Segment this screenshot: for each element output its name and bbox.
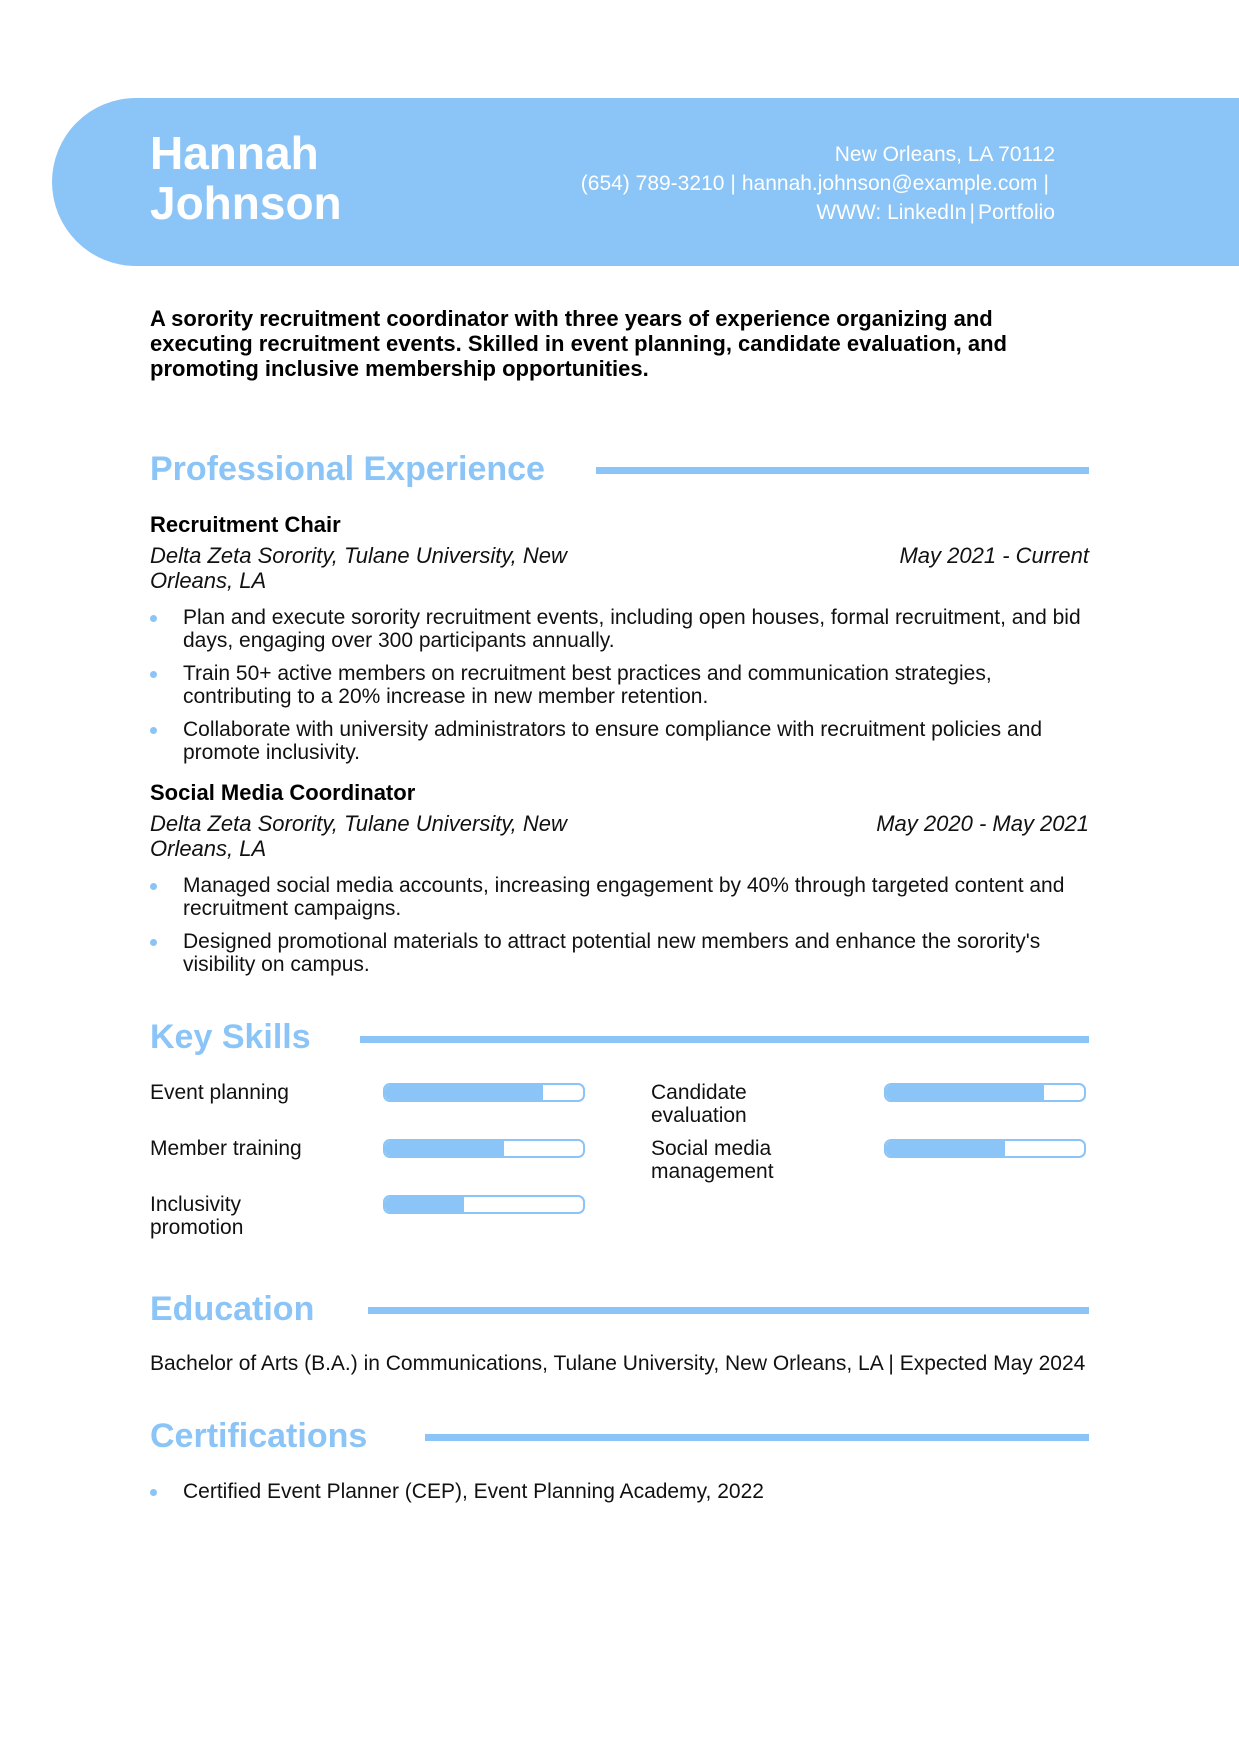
skill-level-fill (886, 1085, 1044, 1100)
first-name: Hannah (150, 127, 319, 179)
skill-level-bar (884, 1139, 1086, 1158)
education-heading (150, 1287, 314, 1331)
skill-level-fill (385, 1085, 543, 1100)
list-item: Managed social media accounts, increasing engagement by 40% through targeted content and recruitment campaigns. (150, 874, 1090, 920)
job-dates: May 2021 - Current (899, 543, 1089, 568)
skill-label: Member training (150, 1137, 302, 1160)
separator: | (730, 172, 736, 195)
job-bullets (150, 606, 1090, 764)
job-dates: May 2020 - May 2021 (876, 811, 1089, 836)
skill-level-fill (385, 1197, 464, 1212)
list-item: Train 50+ active members on recruitment best practices and communication strategies, contributing to a 20% increase in new member retention. (150, 662, 1090, 708)
separator: | (1043, 172, 1049, 195)
bullet-icon (150, 1489, 157, 1496)
section-rule (360, 1036, 1089, 1043)
job-organization: Delta Zeta Sorority, Tulane University, New Orleans, LA (150, 811, 567, 861)
summary: A sorority recruitment coordinator with three years of experience organizing and executing recruitment events. Skilled in event planning, candidate evaluation, and promoting inclusive membership opportunities. (150, 306, 1007, 381)
bullet-icon (150, 727, 157, 734)
skill-label: Inclusivity promotion (150, 1193, 244, 1239)
last-name: Johnson (150, 177, 342, 229)
skill-label: Event planning (150, 1081, 289, 1104)
list-item: Collaborate with university administrators to ensure compliance with recruitment policies and promote inclusivity. (150, 718, 1090, 764)
section-title: Key Skills (150, 1017, 311, 1056)
web-links-line (495, 198, 1055, 227)
education-entry: Bachelor of Arts (B.A.) in Communications, Tulane University, New Orleans, LA | Expected May 2024 (150, 1352, 1086, 1375)
skill-label: Candidate evaluation (651, 1081, 747, 1127)
address: New Orleans, LA 70112 (834, 143, 1055, 166)
bullet-icon (150, 671, 157, 678)
section-rule (368, 1307, 1089, 1314)
contact-info (495, 140, 1055, 227)
job-title: Recruitment Chair (150, 512, 341, 537)
skill-level-bar (383, 1083, 585, 1102)
section-title: Education (150, 1289, 315, 1328)
section-title: Certifications (150, 1416, 368, 1455)
email-link[interactable]: hannah.johnson@example.com (741, 172, 1038, 195)
list-item: Designed promotional materials to attract potential new members and enhance the sorority's visibility on campus. (150, 930, 1090, 976)
section-rule (596, 467, 1089, 474)
experience-heading (150, 447, 545, 491)
skill-level-bar (884, 1083, 1086, 1102)
bullet-icon (150, 883, 157, 890)
list-item: Certified Event Planner (CEP), Event Planning Academy, 2022 (150, 1480, 1090, 1503)
skill-level-bar (383, 1195, 585, 1214)
certifications-heading (150, 1414, 367, 1458)
linkedin-link[interactable]: LinkedIn (887, 201, 967, 224)
separator: | (969, 201, 975, 224)
bullet-icon (150, 615, 157, 622)
bullet-icon (150, 939, 157, 946)
skill-level-fill (886, 1141, 1005, 1156)
skill-level-fill (385, 1141, 504, 1156)
skills-heading (150, 1015, 311, 1059)
job-bullets (150, 874, 1090, 976)
job-organization: Delta Zeta Sorority, Tulane University, New Orleans, LA (150, 543, 567, 593)
list-item: Plan and execute sorority recruitment events, including open houses, formal recruitment, and bid days, engaging over 300 participants annually. (150, 606, 1090, 652)
portfolio-link[interactable]: Portfolio (977, 201, 1055, 224)
certification-list (150, 1480, 1090, 1503)
skill-label: Social media management (651, 1137, 774, 1183)
phone-email-line (495, 169, 1055, 198)
phone: (654) 789-3210 (580, 172, 725, 195)
job-title: Social Media Coordinator (150, 780, 416, 805)
web-prefix: WWW: (816, 201, 882, 224)
candidate-name (150, 128, 342, 228)
skill-level-bar (383, 1139, 585, 1158)
section-rule (425, 1434, 1089, 1441)
section-title: Professional Experience (150, 449, 545, 488)
